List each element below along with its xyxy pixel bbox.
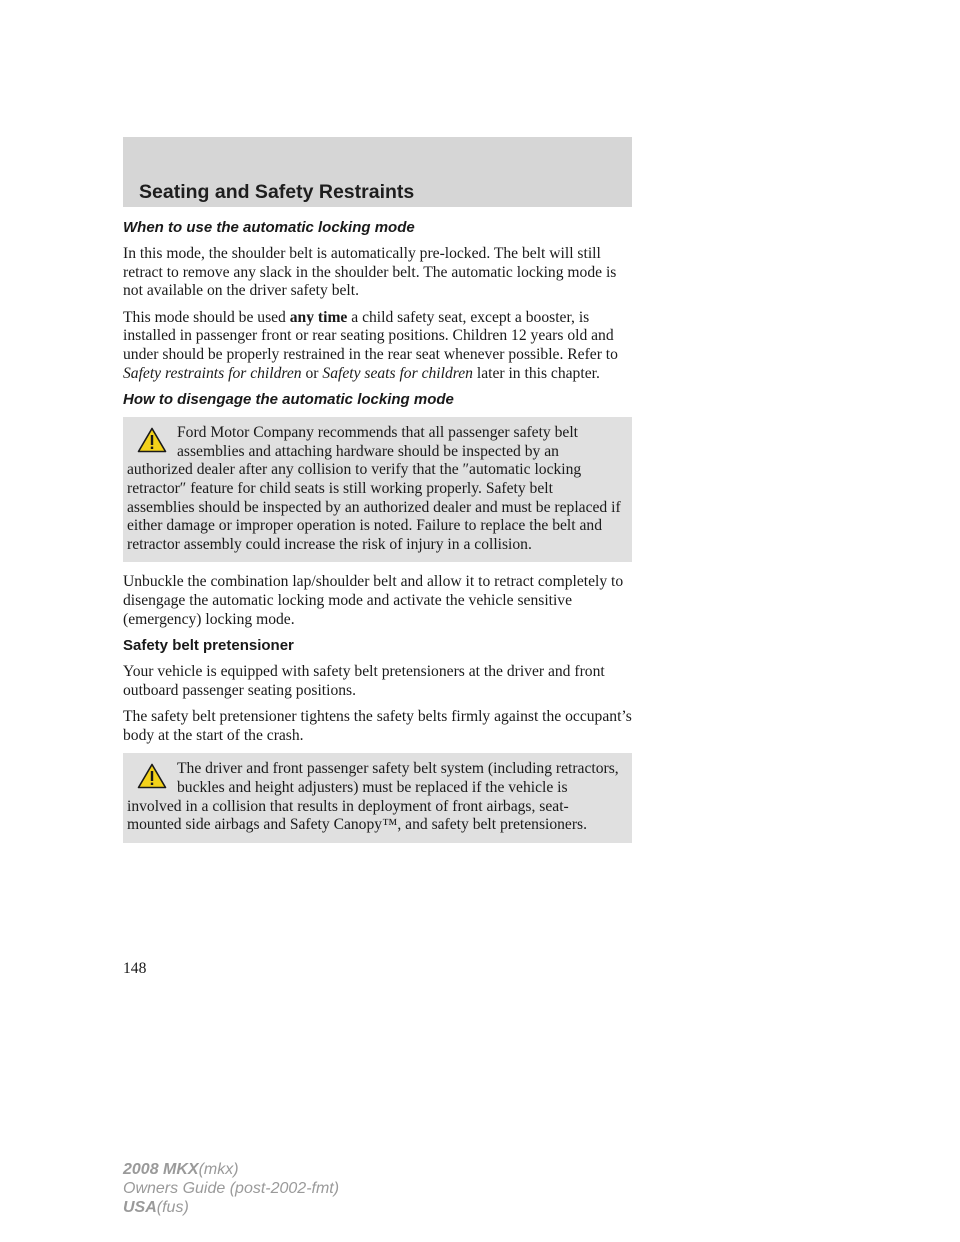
text-run: later in this chapter. — [472, 364, 600, 382]
warning-box-inspection — [123, 417, 632, 562]
footer-line-guide: Owners Guide (post-2002-fmt) — [123, 1180, 340, 1197]
warning-box-replacement — [123, 753, 632, 842]
paragraph-when-to-use — [123, 309, 632, 383]
footer-model-code: (mkx) — [198, 1161, 239, 1178]
footer-region: USA — [123, 1199, 157, 1216]
text-run: This mode should be used — [123, 308, 290, 326]
document-footer — [123, 1160, 339, 1217]
heading-disengage-locking-mode: How to disengage the automatic locking mode — [123, 391, 454, 409]
paragraph-automatic-locking-intro: In this mode, the shoulder belt is automatically pre-locked. The belt will still retract to remove any slack in the shoulder belt. The automatic locking mode is not available on the driver safety belt. — [123, 245, 617, 300]
paragraph-pretensioner-function: The safety belt pretensioner tightens the safety belts firmly against the occupant’s body at the start of the crash. — [123, 708, 632, 744]
paragraph-unbuckle: Unbuckle the combination lap/shoulder belt and allow it to retract completely to disengage the automatic locking mode and activate the vehicle sensitive (emergency) locking mode. — [123, 573, 624, 628]
footer-region-code: (fus) — [156, 1199, 189, 1216]
heading-automatic-locking-mode: When to use the automatic locking mode — [123, 219, 415, 236]
text-run: or — [301, 364, 323, 382]
footer-line-model — [123, 1160, 339, 1179]
section-header-band — [123, 137, 632, 207]
warning-triangle-icon — [137, 427, 167, 453]
warning-text-replacement: The driver and front passenger safety belt system (including retractors, buckles and height adjusters) must be replaced if the vehicle is involved in a collision that results in deployment of front airbags, seat-mounted side airbags and Safety Canopy™, and safety belt pretensioners. — [127, 760, 619, 834]
heading-pretensioner: Safety belt pretensioner — [123, 637, 294, 655]
paragraph-pretensioner-equipped: Your vehicle is equipped with safety belt pretensioners at the driver and front outboard passenger seating positions. — [123, 663, 605, 699]
footer-line-region — [123, 1198, 339, 1217]
page-number: 148 — [123, 960, 147, 977]
reference-safety-seats-children: Safety seats for children — [322, 364, 473, 382]
footer-model: 2008 MKX — [123, 1161, 199, 1178]
warning-triangle-icon — [137, 763, 167, 789]
warning-text-inspection: Ford Motor Company recommends that all passenger safety belt assemblies and attaching hardware should be inspected by an authorized dealer after any collision to verify that the ″automatic locking retractor″ feature for child seats is still working properly. Safety belt assemblies should be inspected by an authorized dealer and must be replaced if either damage or improper operation is noted. Failure to replace the belt and retractor assembly could increase the risk of injury in a collision. — [127, 424, 621, 553]
reference-safety-restraints-children: Safety restraints for children — [123, 364, 302, 382]
section-title: Seating and Safety Restraints — [139, 181, 415, 203]
emphasis-any-time: any time — [289, 308, 348, 326]
page-content — [123, 219, 632, 854]
text-run: a child safety seat, except a booster, is installed in passenger front or rear seating positions. Children 12 years old and under should be properly restrained in the rear seat whenever possible. Refer to — [123, 308, 618, 363]
